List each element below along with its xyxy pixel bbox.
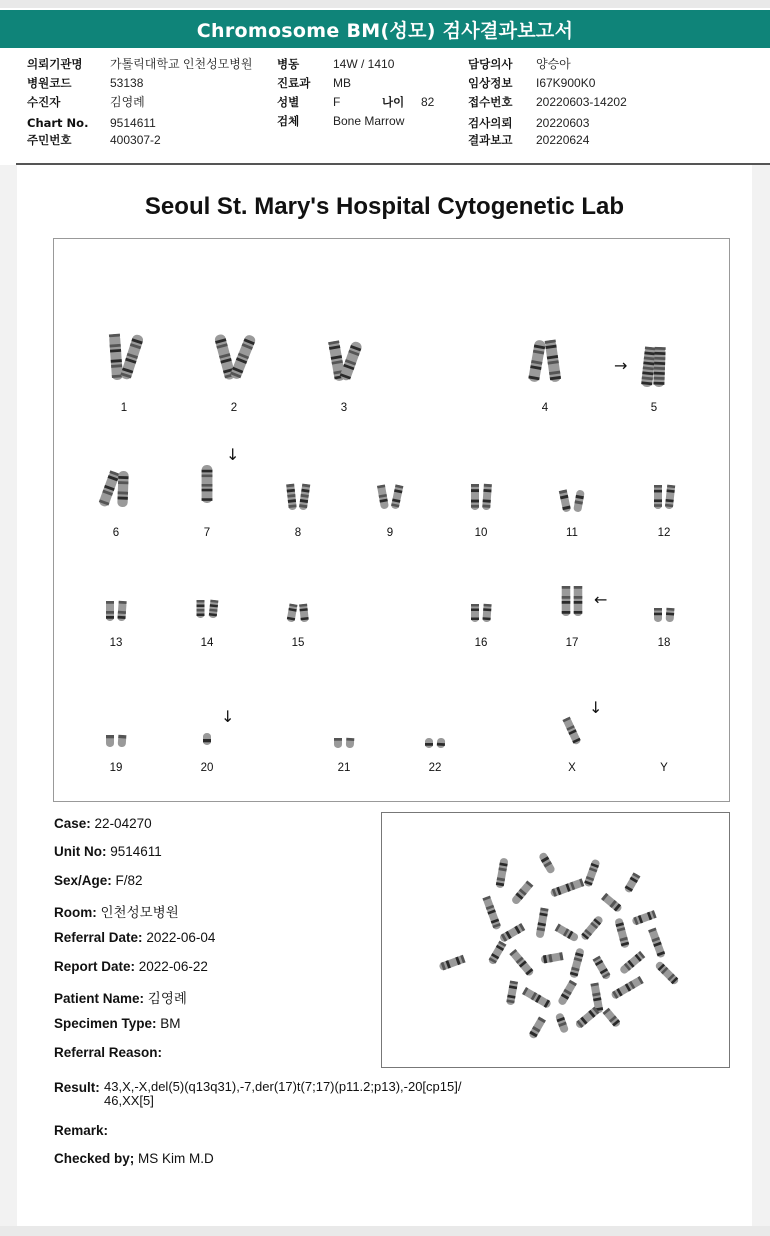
chromosome-9-a xyxy=(377,484,389,509)
chromosome-17-b xyxy=(574,586,583,616)
dept-value: MB xyxy=(333,76,351,90)
metaphase-chromosome-2 xyxy=(511,880,534,905)
receipt-label: 접수번호 xyxy=(468,95,513,109)
dept-label: 진료과 xyxy=(277,76,311,90)
sexage-row xyxy=(54,873,143,888)
chrom-label-13: 13 xyxy=(109,637,123,649)
chrom-label-16: 16 xyxy=(474,637,488,649)
patient-label: 수진자 xyxy=(27,95,61,109)
specimen-value: Bone Marrow xyxy=(333,114,405,128)
referral-date-row xyxy=(54,930,215,945)
chromosome-12-b xyxy=(665,485,675,510)
ward-label: 병동 xyxy=(277,57,300,71)
chromosome-3-b xyxy=(339,340,363,381)
chrom-label-17: 17 xyxy=(565,637,579,649)
report-date-value: 2022-06-22 xyxy=(138,959,208,974)
metaphase-chromosome-26 xyxy=(610,976,643,1000)
arrow-right-icon: → xyxy=(614,356,628,375)
chromosome-10-b xyxy=(482,484,492,510)
chrom-label-14: 14 xyxy=(200,637,214,649)
metaphase-chromosome-27 xyxy=(555,1012,569,1034)
top-strip xyxy=(0,0,770,8)
metaphase-chromosome-5 xyxy=(583,858,600,887)
chromosome-5-b xyxy=(653,347,665,387)
metaphase-chromosome-15 xyxy=(488,941,507,966)
chromosome-7 xyxy=(202,465,213,503)
clinical-value: I67K900K0 xyxy=(536,76,596,90)
case-row xyxy=(54,816,152,831)
chromosome-14-b xyxy=(209,600,219,619)
result-label: Result: xyxy=(54,1080,100,1095)
chrom-label-19: 19 xyxy=(109,762,123,774)
chromosome-4-a xyxy=(528,339,546,382)
institution-value: 가톨릭대학교 인천성모병원 xyxy=(110,57,253,71)
right-margin xyxy=(752,165,770,1230)
room-label: Room: xyxy=(54,905,97,920)
chromosome-1-b xyxy=(120,333,145,380)
chrom-label-y: Y xyxy=(660,762,668,774)
chrom-label-18: 18 xyxy=(657,637,671,649)
chart-label: Chart No. xyxy=(27,116,89,130)
chrom-label-4: 4 xyxy=(541,402,549,414)
chromosome-8-a xyxy=(286,484,297,511)
chromosome-18-b xyxy=(666,608,675,623)
metaphase-chromosome-21 xyxy=(648,928,666,959)
metaphase-image-panel xyxy=(381,812,730,1068)
chromosome-12-a xyxy=(654,485,662,509)
chrom-label-9: 9 xyxy=(386,527,394,539)
case-label: Case: xyxy=(54,816,91,831)
specimen-type-label: Specimen Type: xyxy=(54,1016,157,1031)
karyogram-panel xyxy=(53,238,730,802)
chrom-label-7: 7 xyxy=(203,527,211,539)
report-label: 결과보고 xyxy=(468,133,513,147)
result-line-2: 46,XX[5] xyxy=(104,1093,154,1108)
sex-label: 성별 xyxy=(277,95,300,109)
chromosome-23 xyxy=(562,717,581,746)
patient-name-value: 김영례 xyxy=(147,991,187,1006)
metaphase-chromosome-24 xyxy=(557,980,577,1007)
report-value: 20220624 xyxy=(536,133,590,147)
request-value: 20220603 xyxy=(536,116,590,130)
chrom-label-22: 22 xyxy=(428,762,442,774)
metaphase-chromosome-11 xyxy=(555,924,580,943)
age-label: 나이 xyxy=(382,95,405,109)
report-date-row xyxy=(54,959,208,974)
metaphase-chromosome-8 xyxy=(482,896,501,931)
chrom-label-21: 21 xyxy=(337,762,351,774)
report-title: Chromosome BM(성모) 검사결과보고서 xyxy=(196,19,574,42)
arrow-left-icon: ← xyxy=(594,590,608,609)
metaphase-chromosome-22 xyxy=(506,980,518,1005)
chromosome-6-b xyxy=(117,471,129,507)
chromosome-21-a xyxy=(334,738,342,748)
chromosome-2-b xyxy=(229,334,256,381)
sex-value: F xyxy=(333,95,341,109)
chromosome-6-a xyxy=(98,470,120,507)
institution-label: 의뢰기관명 xyxy=(27,57,83,71)
chrom-label-2: 2 xyxy=(230,402,238,414)
chromosome-19-b xyxy=(118,735,127,748)
receipt-value: 20220603-14202 xyxy=(536,95,627,109)
patient-name-row xyxy=(54,987,187,1007)
metaphase-chromosome-7 xyxy=(624,872,641,893)
chrom-label-20: 20 xyxy=(200,762,214,774)
metaphase-chromosome-3 xyxy=(538,851,556,874)
chrom-label-8: 8 xyxy=(294,527,302,539)
unit-row xyxy=(54,844,162,859)
room-value: 인천성모병원 xyxy=(100,905,179,920)
metaphase-chromosome-31 xyxy=(438,955,465,971)
metaphase-chromosome-13 xyxy=(614,917,629,948)
chromosome-11-a xyxy=(559,489,571,512)
chromosome-15-b xyxy=(299,604,309,623)
info-divider xyxy=(16,163,770,165)
chromosome-8-b xyxy=(299,484,311,511)
chromosome-22-a xyxy=(425,738,433,748)
metaphase-chromosome-14 xyxy=(631,910,656,926)
arrow-down-icon: ↓ xyxy=(221,707,235,726)
arrow-down-icon: ↓ xyxy=(226,445,240,464)
age-value: 82 xyxy=(421,95,435,109)
metaphase-chromosome-20 xyxy=(619,951,646,975)
remark-label: Remark: xyxy=(54,1123,109,1138)
result-line-1: 43,X,-X,del(5)(q13q31),-7,der(17)t(7;17)(p11.2;p13),-20[cp15]/ xyxy=(104,1079,462,1094)
metaphase-image xyxy=(382,813,729,1067)
metaphase-chromosome-32 xyxy=(654,960,679,985)
arrow-down-icon: ↓ xyxy=(589,698,603,717)
specimen-type-value: BM xyxy=(160,1016,181,1031)
chrom-label-10: 10 xyxy=(474,527,488,539)
metaphase-chromosome-1 xyxy=(495,858,508,889)
chromosome-11-b xyxy=(573,489,585,512)
unit-value: 9514611 xyxy=(110,844,162,859)
room-row xyxy=(54,901,179,921)
chromosome-16-b xyxy=(482,604,491,623)
karyogram-image xyxy=(54,239,731,803)
chrom-label-3: 3 xyxy=(340,402,348,414)
metaphase-chromosome-23 xyxy=(522,987,552,1009)
chromosome-15-a xyxy=(286,603,297,622)
chrom-label-15: 15 xyxy=(291,637,305,649)
specimen-type-row xyxy=(54,1016,181,1031)
chromosome-22-b xyxy=(437,738,446,749)
result-section xyxy=(54,1079,462,1108)
case-value: 22-04270 xyxy=(94,816,152,831)
id-label: 주민번호 xyxy=(27,133,72,147)
sexage-value: F/82 xyxy=(115,873,143,888)
lab-title: Seoul St. Mary's Hospital Cytogenetic Lab xyxy=(144,193,625,220)
specimen-label: 검체 xyxy=(277,114,300,128)
chrom-label-6: 6 xyxy=(112,527,120,539)
chrom-label-12: 12 xyxy=(657,527,671,539)
chromosome-10-a xyxy=(471,484,479,510)
chromosome-18-a xyxy=(654,608,662,622)
metaphase-chromosome-19 xyxy=(593,956,612,981)
chromosome-9-b xyxy=(391,484,404,509)
chromosome-17-a xyxy=(562,586,571,616)
checked-by xyxy=(54,1151,214,1166)
hospital-code-value: 53138 xyxy=(110,76,144,90)
hospital-code-label: 병원코드 xyxy=(27,76,72,90)
checked-label: Checked by; xyxy=(54,1151,135,1166)
metaphase-chromosome-4 xyxy=(550,878,585,897)
chrom-label-5: 5 xyxy=(650,402,658,414)
chromosome-14-a xyxy=(197,600,205,618)
chromosome-4-b xyxy=(545,339,562,382)
report-date-label: Report Date: xyxy=(54,959,136,974)
ward-value: 14W / 1410 xyxy=(333,57,395,71)
checked-value: MS Kim M.D xyxy=(138,1151,214,1166)
chart-value: 9514611 xyxy=(110,116,156,130)
chromosome-20 xyxy=(203,733,211,745)
referral-date-value: 2022-06-04 xyxy=(146,930,216,945)
referral-reason-row xyxy=(54,1045,162,1060)
request-label: 검사의뢰 xyxy=(468,116,513,130)
chromosome-13-a xyxy=(106,601,114,621)
metaphase-chromosome-9 xyxy=(499,923,526,943)
metaphase-chromosome-18 xyxy=(569,947,584,978)
metaphase-chromosome-12 xyxy=(580,915,604,942)
chrom-label-11: 11 xyxy=(566,527,578,539)
chromosome-19-a xyxy=(106,735,114,747)
doctor-value: 양승아 xyxy=(536,57,571,71)
doctor-label: 담당의사 xyxy=(468,57,513,71)
chromosome-21-b xyxy=(346,738,355,749)
metaphase-chromosome-16 xyxy=(509,949,534,977)
result-text xyxy=(104,1080,584,1108)
chromosome-13-b xyxy=(117,601,126,622)
referral-date-label: Referral Date: xyxy=(54,930,143,945)
metaphase-chromosome-29 xyxy=(528,1016,546,1039)
patient-info-block xyxy=(0,52,770,162)
report-title-banner xyxy=(0,10,770,48)
metaphase-chromosome-28 xyxy=(574,1007,599,1030)
clinical-label: 임상정보 xyxy=(468,76,513,90)
referral-reason-label: Referral Reason: xyxy=(54,1045,163,1060)
sexage-label: Sex/Age: xyxy=(54,873,112,888)
metaphase-chromosome-30 xyxy=(603,1008,622,1028)
chromosome-16-a xyxy=(471,604,479,622)
metaphase-chromosome-6 xyxy=(601,893,623,913)
chrom-label-1: 1 xyxy=(120,402,128,414)
patient-value: 김영례 xyxy=(110,95,145,109)
patient-name-label: Patient Name: xyxy=(54,991,145,1006)
chrom-label-x: X xyxy=(568,762,576,774)
metaphase-chromosome-10 xyxy=(535,908,548,939)
bottom-margin xyxy=(0,1226,770,1236)
id-value: 400307-2 xyxy=(110,133,161,147)
unit-label: Unit No: xyxy=(54,844,107,859)
metaphase-chromosome-17 xyxy=(540,952,563,964)
left-margin xyxy=(0,165,17,1230)
